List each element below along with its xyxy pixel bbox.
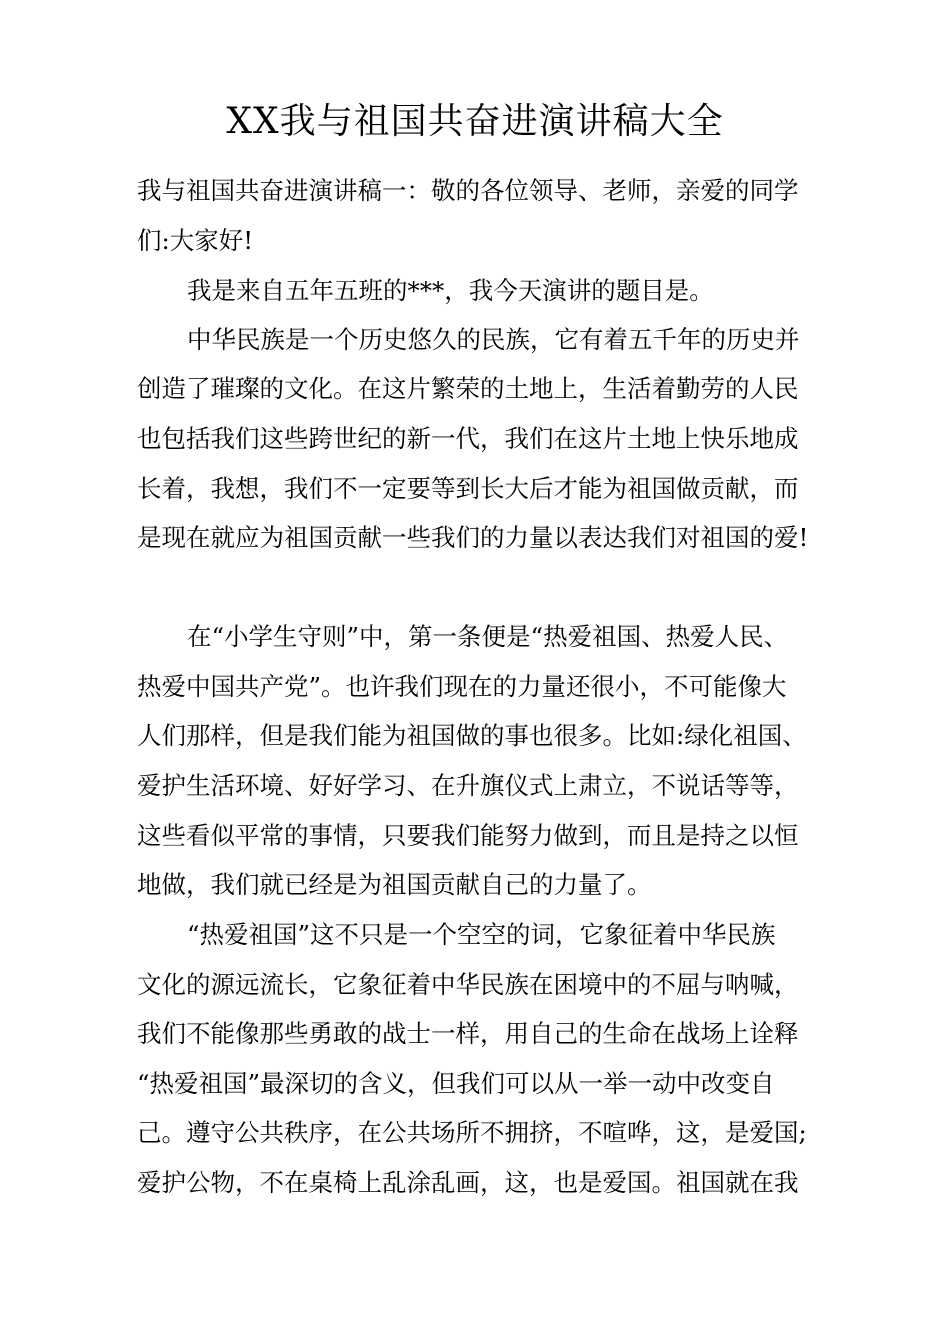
paragraph-line: 在“小学生守则”中，第一条便是“热爱祖国、热爱人民、 — [187, 622, 789, 651]
paragraph-line: 爱护公物，不在桌椅上乱涂乱画，这，也是爱国。祖国就在我 — [137, 1168, 799, 1197]
paragraph-line: 长着，我想，我们不一定要等到长大后才能为祖国做贡献，而 — [137, 474, 799, 503]
paragraph-line: 我是来自五年五班的***，我今天演讲的题目是。 — [187, 276, 714, 305]
paragraph-line: 我与祖国共奋进演讲稿一：敬的各位领导、老师，亲爱的同学 — [137, 176, 799, 205]
paragraph-line: 我们不能像那些勇敢的战士一样，用自己的生命在战场上诠释 — [137, 1019, 799, 1048]
paragraph-line: 也包括我们这些跨世纪的新一代，我们在这片土地上快乐地成 — [137, 424, 799, 453]
paragraph-line: 是现在就应为祖国贡献一些我们的力量以表达我们对祖国的爱! — [137, 523, 809, 552]
paragraph-line: “热爱祖国”这不只是一个空空的词，它象征着中华民族 — [187, 920, 776, 949]
paragraph-line: 人们那样，但是我们能为祖国做的事也很多。比如:绿化祖国、 — [137, 721, 807, 750]
paragraph-line: 己。遵守公共秩序，在公共场所不拥挤，不喧哗，这，是爱国; — [137, 1118, 807, 1147]
paragraph-line: 爱护生活环境、好好学习、在升旗仪式上肃立，不说话等等， — [137, 771, 799, 800]
paragraph-line: “热爱祖国”最深切的含义，但我们可以从一举一动中改变自 — [137, 1069, 775, 1098]
paragraph-line: 这些看似平常的事情，只要我们能努力做到，而且是持之以恒 — [137, 821, 799, 850]
document-title: XX我与祖国共奋进演讲稿大全 — [226, 101, 724, 142]
paragraph-line: 文化的源远流长，它象征着中华民族在困境中的不屈与呐喊， — [137, 970, 799, 999]
paragraph-line: 热爱中国共产党”。也许我们现在的力量还很小，不可能像大 — [137, 672, 787, 701]
paragraph-line: 地做，我们就已经是为祖国贡献自己的力量了。 — [137, 870, 652, 899]
paragraph-line: 创造了璀璨的文化。在这片繁荣的土地上，生活着勤劳的人民 — [137, 374, 799, 403]
paragraph-line: 们:大家好! — [137, 226, 254, 255]
paragraph-line: 中华民族是一个历史悠久的民族，它有着五千年的历史并 — [187, 325, 800, 354]
